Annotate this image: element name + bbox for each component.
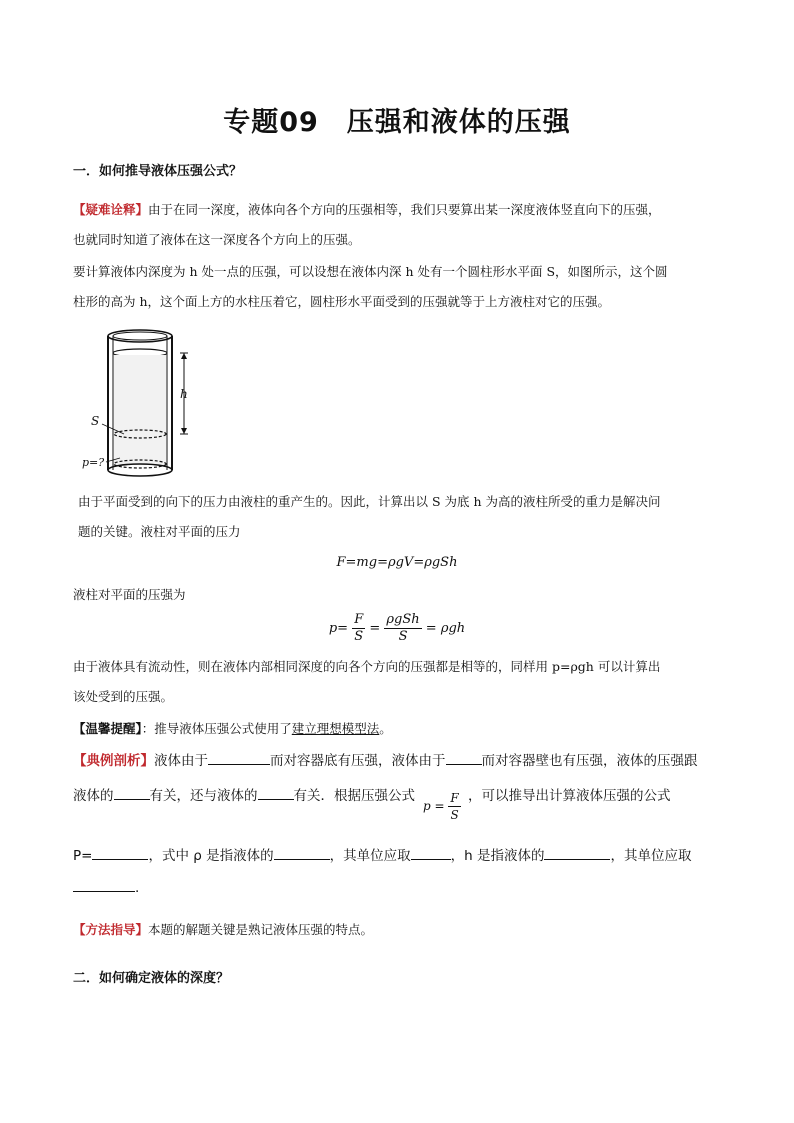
fraction-rhogsh-over-s: $\frac{\text{ρgSh}}{S}$ [386, 612, 420, 644]
figure-label-h: h [180, 387, 188, 401]
fraction-f-over-s: $\frac{F}{S}$ [354, 612, 364, 644]
section-2-heading: 二．如何确定液体的深度？ [73, 971, 230, 986]
paragraph-3: 由于平面受到的向下的压力由液柱的重产生的。因此，计算出以 S 为底 h 为高的液柱所受的重力是解决问 题的关键。液柱对平面的压力 [78, 494, 661, 539]
example-fraction: p = $\frac{F}{S}$ [423, 791, 459, 822]
paragraph-4: 液柱对平面的压强为 [73, 587, 186, 602]
paragraph-1: 【疑难诠释】由于在同一深度，液体向各个方向的压强相等，我们只要算出某一深度液体竖直向下的压强， 也就同时知道了液体在这一深度各个方向上的压强。 [73, 202, 661, 247]
page-title: 专题09 压强和液体的压强 [223, 107, 571, 138]
method-line: 【方法指导】本题的解题关键是熟记液体压强的特点。 [73, 922, 374, 937]
blank-4[interactable] [258, 785, 294, 800]
formula-force: F=mg=ρgV=ρgSh [336, 555, 458, 570]
paragraph-2: 要计算液体内深度为 h 处一点的压强，可以设想在液体内深 h 处有一个圆柱形水平面 S，如图所示，这个圆 柱形的高为 h，这个面上方的水柱压着它，圆柱形水平面受到的压强就等于上方液柱对它的压强。 [73, 264, 668, 309]
paragraph-5: 由于液体具有流动性，则在液体内部相同深度的向各个方向的压强都是相等的，同样用 p=ρgh 可以计算出 该处受到的压强。 [73, 659, 661, 704]
blank-3[interactable] [114, 785, 150, 800]
tip-tag: 【温馨提醒】 [73, 721, 142, 736]
example-line-2: 液体的 有关，还与液体的 有关．根据压强公式 [73, 781, 725, 811]
method-tag: 【方法指导】 [73, 922, 149, 937]
example-line-4: . [73, 873, 725, 903]
blank-7[interactable] [411, 845, 451, 860]
example-tag: 【典例剖析】 [73, 753, 154, 769]
example-line-3: P= ，式中 ρ 是指液体的 ，其单位应取 ，h 是指液体的 ，其单位应取 [73, 841, 725, 871]
blank-8[interactable] [544, 845, 610, 860]
tip-line: 【温馨提醒】：推导液体压强公式使用了建立理想模型法。 [73, 721, 392, 736]
blank-6[interactable] [274, 845, 330, 860]
explanation-tag: 【疑难诠释】 [73, 202, 149, 217]
section-1-heading: 一．如何推导液体压强公式？ [73, 164, 243, 179]
example-line-2-end: ，可以推导出计算液体压强的公式 [468, 788, 671, 804]
figure-label-s: S [91, 414, 100, 428]
figure-label-p: p=? [82, 456, 105, 469]
blank-5[interactable] [92, 845, 148, 860]
tip-method: 建立理想模型法 [291, 721, 380, 736]
formula-pressure: p= $\frac{F}{S}$ = $\frac{\text{ρgSh}}{S}$ = ρgh [328, 612, 466, 644]
blank-1[interactable] [208, 750, 270, 765]
example-line-1: 【典例剖析】液体由于 而对容器底有压强，液体由于 而对容器壁也有压强，液体的压强跟 [73, 746, 725, 776]
blank-9[interactable] [73, 877, 135, 892]
blank-2[interactable] [446, 750, 482, 765]
